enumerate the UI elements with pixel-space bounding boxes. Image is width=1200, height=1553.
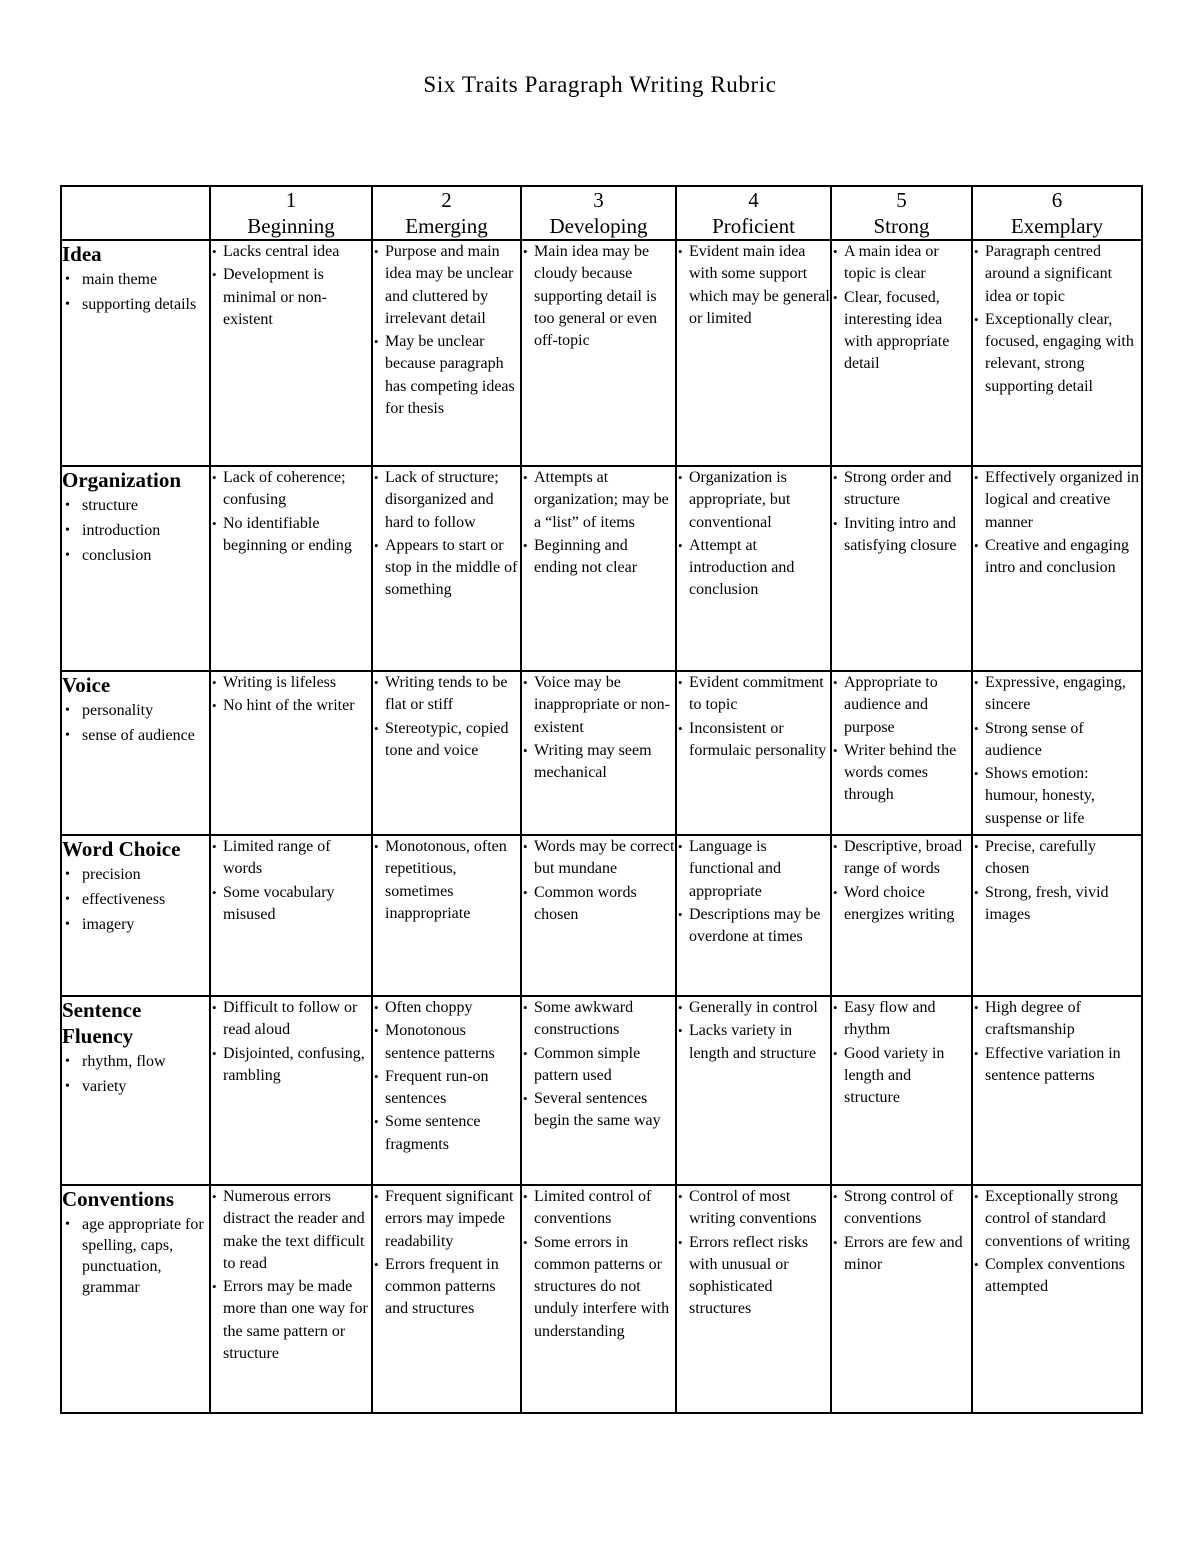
- descriptor-item: • Stereotypic, copied tone and voice: [373, 718, 520, 763]
- trait-subtopics: [62, 864, 209, 935]
- trait-cell: [61, 671, 210, 835]
- descriptor-cell-level-1: [210, 1185, 372, 1413]
- descriptor-item: • Development is minimal or non-existent: [211, 264, 371, 331]
- level-header-4: [676, 186, 831, 240]
- descriptor-item: • Clear, focused, interesting idea with appropriate detail: [832, 287, 971, 376]
- trait-cell: [61, 835, 210, 996]
- descriptor-item: • Generally in control: [677, 997, 830, 1019]
- level-header-6: [972, 186, 1142, 240]
- descriptor-item: • Lack of coherence; confusing: [211, 467, 371, 512]
- descriptor-list: [677, 997, 830, 1065]
- descriptor-list: [973, 836, 1141, 926]
- descriptor-item: • Monotonous sentence patterns: [373, 1020, 520, 1065]
- descriptor-item: • Shows emotion: humour, honesty, suspense or life: [973, 763, 1141, 830]
- descriptor-cell-level-3: [521, 466, 676, 671]
- descriptor-cell-level-4: [676, 671, 831, 835]
- level-number: 3: [593, 188, 604, 212]
- descriptor-cell-level-2: [372, 835, 521, 996]
- descriptor-list: [373, 672, 520, 762]
- trait-subtopics: [62, 700, 209, 746]
- descriptor-cell-level-5: [831, 671, 972, 835]
- descriptor-item: • Appears to start or stop in the middle of something: [373, 535, 520, 602]
- descriptor-list: [677, 672, 830, 762]
- level-name: Strong: [873, 214, 930, 238]
- descriptor-cell-level-3: [521, 996, 676, 1185]
- descriptor-cell-level-5: [831, 240, 972, 466]
- descriptor-list: [973, 672, 1141, 830]
- trait-row: [61, 240, 1142, 466]
- descriptor-list: [211, 1186, 371, 1365]
- descriptor-cell-level-6: [972, 240, 1142, 466]
- descriptor-list: [677, 467, 830, 602]
- trait-subtopics: [62, 1051, 209, 1097]
- subtopic-item: • imagery: [62, 914, 209, 935]
- descriptor-cell-level-5: [831, 1185, 972, 1413]
- descriptor-item: • A main idea or topic is clear: [832, 241, 971, 286]
- descriptor-list: [973, 997, 1141, 1087]
- descriptor-list: [211, 672, 371, 718]
- descriptor-list: [973, 467, 1141, 579]
- descriptor-cell-level-6: [972, 1185, 1142, 1413]
- descriptor-cell-level-3: [521, 835, 676, 996]
- descriptor-list: [522, 672, 675, 784]
- descriptor-item: • Effectively organized in logical and creative manner: [973, 467, 1141, 534]
- level-name: Exemplary: [1010, 214, 1104, 238]
- trait-row: [61, 835, 1142, 996]
- descriptor-cell-level-5: [831, 466, 972, 671]
- subtopic-item: • personality: [62, 700, 209, 721]
- corner-cell: [61, 186, 210, 240]
- descriptor-item: • Frequent significant errors may impede readability: [373, 1186, 520, 1253]
- descriptor-list: [522, 836, 675, 926]
- descriptor-item: • Main idea may be cloudy because supporting detail is too general or even off-topic: [522, 241, 675, 352]
- descriptor-item: • Writing tends to be flat or stiff: [373, 672, 520, 717]
- descriptor-list: [832, 836, 971, 926]
- subtopic-item: • age appropriate for spelling, caps, punctuation, grammar: [62, 1214, 209, 1298]
- descriptor-list: [677, 241, 830, 330]
- descriptor-cell-level-6: [972, 835, 1142, 996]
- descriptor-item: • Some errors in common patterns or structures do not unduly interfere with understanding: [522, 1232, 675, 1343]
- descriptor-item: • Voice may be inappropriate or non-existent: [522, 672, 675, 739]
- descriptor-list: [522, 1186, 675, 1343]
- descriptor-cell-level-4: [676, 1185, 831, 1413]
- trait-name: Sentence Fluency: [62, 998, 142, 1048]
- trait-subtopics: [62, 269, 209, 315]
- descriptor-item: • Writing may seem mechanical: [522, 740, 675, 785]
- descriptor-item: • Limited control of conventions: [522, 1186, 675, 1231]
- descriptor-item: • Limited range of words: [211, 836, 371, 881]
- subtopic-item: • main theme: [62, 269, 209, 290]
- descriptor-item: • Lacks central idea: [211, 241, 371, 263]
- descriptor-cell-level-1: [210, 835, 372, 996]
- descriptor-cell-level-2: [372, 671, 521, 835]
- trait-cell: [61, 1185, 210, 1413]
- subtopic-item: • variety: [62, 1076, 209, 1097]
- descriptor-item: • Descriptive, broad range of words: [832, 836, 971, 881]
- descriptor-list: [373, 467, 520, 602]
- descriptor-list: [677, 1186, 830, 1321]
- level-name: Emerging: [405, 214, 488, 238]
- descriptor-item: • Evident main idea with some support which may be general or limited: [677, 241, 830, 330]
- descriptor-list: [832, 672, 971, 807]
- descriptor-item: • Errors may be made more than one way for the same pattern or structure: [211, 1276, 371, 1365]
- page-title: Six Traits Paragraph Writing Rubric: [423, 72, 777, 97]
- level-number: 1: [285, 188, 297, 212]
- subtopic-item: • sense of audience: [62, 725, 209, 746]
- descriptor-cell-level-5: [831, 835, 972, 996]
- descriptor-item: • Errors frequent in common patterns and structures: [373, 1254, 520, 1321]
- subtopic-item: • precision: [62, 864, 209, 885]
- descriptor-list: [832, 467, 971, 557]
- descriptor-item: • Some sentence fragments: [373, 1111, 520, 1156]
- level-number: 5: [896, 188, 907, 212]
- level-name: Developing: [549, 214, 648, 238]
- descriptor-cell-level-3: [521, 240, 676, 466]
- descriptor-list: [373, 1186, 520, 1321]
- level-header-2: [372, 186, 521, 240]
- subtopic-item: • supporting details: [62, 294, 209, 315]
- trait-name: Conventions: [62, 1187, 175, 1211]
- descriptor-item: • Word choice energizes writing: [832, 882, 971, 927]
- descriptor-item: • Paragraph centred around a significant idea or topic: [973, 241, 1141, 308]
- descriptor-cell-level-4: [676, 240, 831, 466]
- descriptor-item: • Effective variation in sentence patterns: [973, 1043, 1141, 1088]
- descriptor-item: • Numerous errors distract the reader and make the text difficult to read: [211, 1186, 371, 1275]
- trait-name: Idea: [62, 242, 102, 266]
- descriptor-cell-level-2: [372, 240, 521, 466]
- descriptor-item: • Common simple pattern used: [522, 1043, 675, 1088]
- trait-row: [61, 996, 1142, 1185]
- descriptor-item: • Beginning and ending not clear: [522, 535, 675, 580]
- trait-name: Voice: [62, 673, 111, 697]
- trait-name: Organization: [62, 468, 181, 492]
- subtopic-item: • introduction: [62, 520, 209, 541]
- descriptor-item: • Errors are few and minor: [832, 1232, 971, 1277]
- descriptor-list: [973, 1186, 1141, 1298]
- descriptor-list: [973, 241, 1141, 398]
- descriptor-cell-level-6: [972, 671, 1142, 835]
- descriptor-item: • Disjointed, confusing, rambling: [211, 1043, 371, 1088]
- descriptor-item: • Exceptionally strong control of standard conventions of writing: [973, 1186, 1141, 1253]
- descriptor-item: • Strong sense of audience: [973, 718, 1141, 763]
- descriptor-item: • Organization is appropriate, but conventional: [677, 467, 830, 534]
- trait-row: [61, 466, 1142, 671]
- descriptor-item: • Words may be correct but mundane: [522, 836, 675, 881]
- descriptor-item: • Some awkward constructions: [522, 997, 675, 1042]
- descriptor-cell-level-3: [521, 671, 676, 835]
- level-header-5: [831, 186, 972, 240]
- descriptor-item: • Inviting intro and satisfying closure: [832, 513, 971, 558]
- descriptor-item: • Attempt at introduction and conclusion: [677, 535, 830, 602]
- descriptor-item: • Evident commitment to topic: [677, 672, 830, 717]
- descriptor-item: • Control of most writing conventions: [677, 1186, 830, 1231]
- descriptor-item: • Frequent run-on sentences: [373, 1066, 520, 1111]
- level-number: 4: [748, 188, 759, 212]
- descriptor-item: • Precise, carefully chosen: [973, 836, 1141, 881]
- descriptor-item: • Lack of structure; disorganized and hard to follow: [373, 467, 520, 534]
- descriptor-item: • Creative and engaging intro and conclusion: [973, 535, 1141, 580]
- trait-name: Word Choice: [62, 837, 181, 861]
- trait-subtopics: [62, 495, 209, 566]
- header-row: [61, 186, 1142, 240]
- level-header-3: [521, 186, 676, 240]
- descriptor-item: • Expressive, engaging, sincere: [973, 672, 1141, 717]
- descriptor-item: • Attempts at organization; may be a “list” of items: [522, 467, 675, 534]
- descriptor-list: [832, 241, 971, 376]
- descriptor-item: • Exceptionally clear, focused, engaging with relevant, strong supporting detail: [973, 309, 1141, 398]
- descriptor-item: • Often choppy: [373, 997, 520, 1019]
- descriptor-cell-level-2: [372, 466, 521, 671]
- descriptor-item: • Appropriate to audience and purpose: [832, 672, 971, 739]
- descriptor-item: • Lacks variety in length and structure: [677, 1020, 830, 1065]
- descriptor-item: • Inconsistent or formulaic personality: [677, 718, 830, 763]
- descriptor-cell-level-1: [210, 996, 372, 1185]
- descriptor-cell-level-4: [676, 835, 831, 996]
- descriptor-item: • No identifiable beginning or ending: [211, 513, 371, 558]
- level-header-1: [210, 186, 372, 240]
- descriptor-cell-level-1: [210, 671, 372, 835]
- level-number: 2: [441, 188, 452, 212]
- descriptor-item: • Common words chosen: [522, 882, 675, 927]
- subtopic-item: • rhythm, flow: [62, 1051, 209, 1072]
- trait-subtopics: [62, 1214, 209, 1298]
- level-name: Proficient: [712, 214, 795, 238]
- descriptor-item: • May be unclear because paragraph has competing ideas for thesis: [373, 331, 520, 420]
- descriptor-item: • Monotonous, often repetitious, sometimes inappropriate: [373, 836, 520, 925]
- descriptor-item: • Strong, fresh, vivid images: [973, 882, 1141, 927]
- trait-cell: [61, 466, 210, 671]
- descriptor-list: [677, 836, 830, 948]
- descriptor-item: • Complex conventions attempted: [973, 1254, 1141, 1299]
- descriptor-cell-level-3: [521, 1185, 676, 1413]
- descriptor-cell-level-1: [210, 240, 372, 466]
- descriptor-item: • Difficult to follow or read aloud: [211, 997, 371, 1042]
- rubric-body: [61, 240, 1142, 1413]
- descriptor-item: • Writer behind the words comes through: [832, 740, 971, 807]
- descriptor-list: [522, 997, 675, 1133]
- level-name: Beginning: [247, 214, 335, 238]
- descriptor-list: [373, 836, 520, 925]
- descriptor-item: • No hint of the writer: [211, 695, 371, 717]
- descriptor-list: [373, 241, 520, 420]
- descriptor-cell-level-6: [972, 466, 1142, 671]
- descriptor-cell-level-2: [372, 996, 521, 1185]
- level-number: 6: [1051, 188, 1063, 212]
- descriptor-list: [211, 997, 371, 1087]
- trait-cell: [61, 996, 210, 1185]
- descriptor-item: • Descriptions may be overdone at times: [677, 904, 830, 949]
- descriptor-item: • Strong control of conventions: [832, 1186, 971, 1231]
- descriptor-cell-level-6: [972, 996, 1142, 1185]
- descriptor-item: • Language is functional and appropriate: [677, 836, 830, 903]
- subtopic-item: • conclusion: [62, 545, 209, 566]
- descriptor-item: • Purpose and main idea may be unclear and cluttered by irrelevant detail: [373, 241, 520, 330]
- trait-cell: [61, 240, 210, 466]
- descriptor-list: [832, 1186, 971, 1276]
- descriptor-list: [211, 241, 371, 331]
- trait-row: [61, 1185, 1142, 1413]
- descriptor-list: [522, 241, 675, 352]
- descriptor-cell-level-4: [676, 466, 831, 671]
- descriptor-item: • Writing is lifeless: [211, 672, 371, 694]
- descriptor-list: [373, 997, 520, 1156]
- descriptor-item: • Easy flow and rhythm: [832, 997, 971, 1042]
- trait-row: [61, 671, 1142, 835]
- descriptor-item: • Good variety in length and structure: [832, 1043, 971, 1110]
- subtopic-item: • effectiveness: [62, 889, 209, 910]
- descriptor-cell-level-5: [831, 996, 972, 1185]
- descriptor-item: • High degree of craftsmanship: [973, 997, 1141, 1042]
- descriptor-item: • Some vocabulary misused: [211, 882, 371, 927]
- descriptor-list: [522, 467, 675, 579]
- descriptor-cell-level-2: [372, 1185, 521, 1413]
- descriptor-item: • Several sentences begin the same way: [522, 1088, 675, 1133]
- descriptor-item: • Strong order and structure: [832, 467, 971, 512]
- descriptor-cell-level-4: [676, 996, 831, 1185]
- descriptor-cell-level-1: [210, 466, 372, 671]
- descriptor-list: [832, 997, 971, 1109]
- descriptor-list: [211, 836, 371, 926]
- descriptor-item: • Errors reflect risks with unusual or sophisticated structures: [677, 1232, 830, 1321]
- rubric-table: [60, 185, 1143, 1414]
- descriptor-list: [211, 467, 371, 557]
- subtopic-item: • structure: [62, 495, 209, 516]
